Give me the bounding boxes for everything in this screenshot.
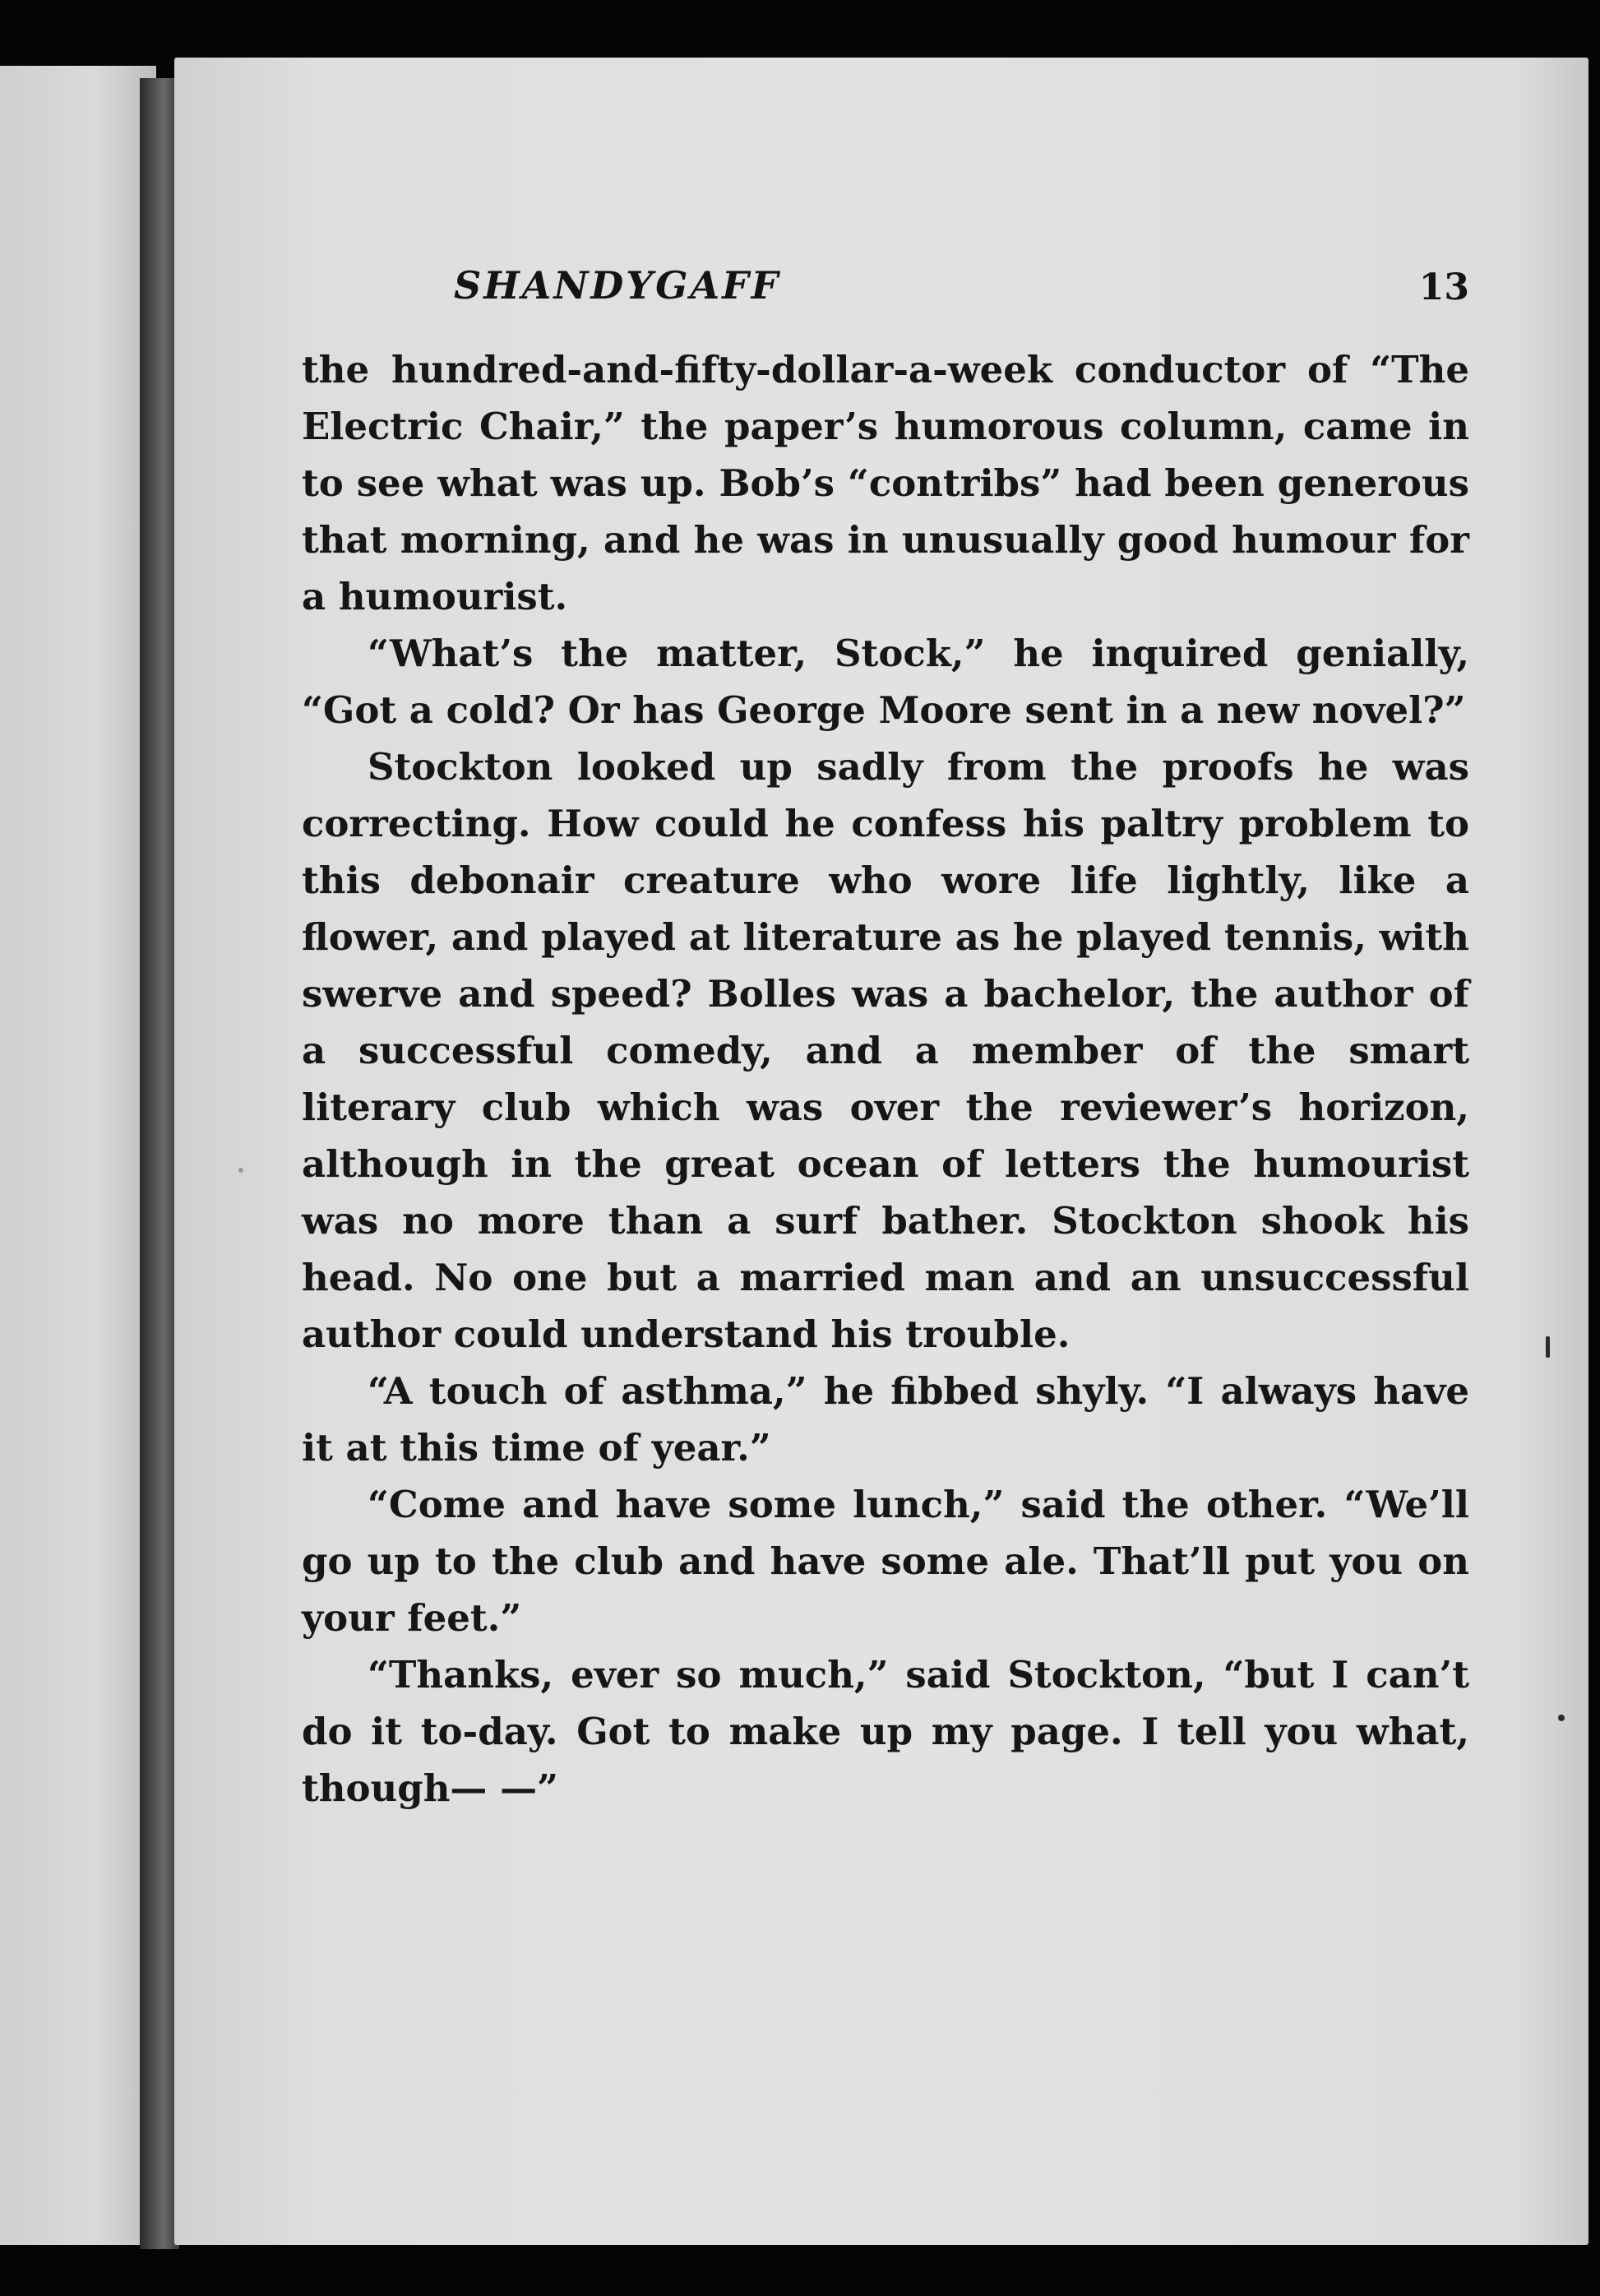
book-page — [174, 58, 1588, 2245]
scan-speck — [238, 1168, 243, 1173]
paragraph: “Thanks, ever so much,” said Stockton, “but I can’t do it to-day. Got to make up my page. I tell you what, though— —” — [302, 1653, 1469, 1810]
scan-speck — [1558, 1715, 1565, 1721]
paragraph: Stockton looked up sadly from the proofs he was correcting. How could he confess his paltry problem to this debonair creature who wore life lightly, like a flower, and played at literature as he played tennis, with swerve and speed? Bolles was a bachelor, the author of a successful comedy, and a member of the smart literary club which was over the reviewer’s horizon, although in the great ocean of letters the humourist was no more than a surf bather. Stockton shook his head. No one but a married man and an unsuccessful author could understand his trouble. — [302, 745, 1469, 1356]
paragraph: “What’s the matter, Stock,” he inquired genially, “Got a cold? Or has George Moore sent in a new novel?” — [302, 632, 1469, 732]
page-body — [302, 341, 1469, 1817]
running-title: SHANDYGAFF — [454, 263, 781, 308]
scan-speck — [1546, 1336, 1550, 1358]
paragraph: “A touch of asthma,” he fibbed shyly. “I always have it at this time of year.” — [302, 1369, 1469, 1470]
paragraph: the hundred-and-fifty-dollar-a-week conductor of “The Electric Chair,” the paper’s humorous column, came in to see what was up. Bob’s “contribs” had been generous that morning, and he was in unusually good humour for a humourist. — [302, 348, 1469, 618]
facing-page-edge — [0, 66, 156, 2245]
page-header — [310, 263, 1469, 329]
paragraph: “Come and have some lunch,” said the other. “We’ll go up to the club and have some ale. That’ll put you on your feet.” — [302, 1483, 1469, 1640]
page-number: 13 — [1418, 266, 1469, 308]
book-gutter — [140, 78, 179, 2249]
